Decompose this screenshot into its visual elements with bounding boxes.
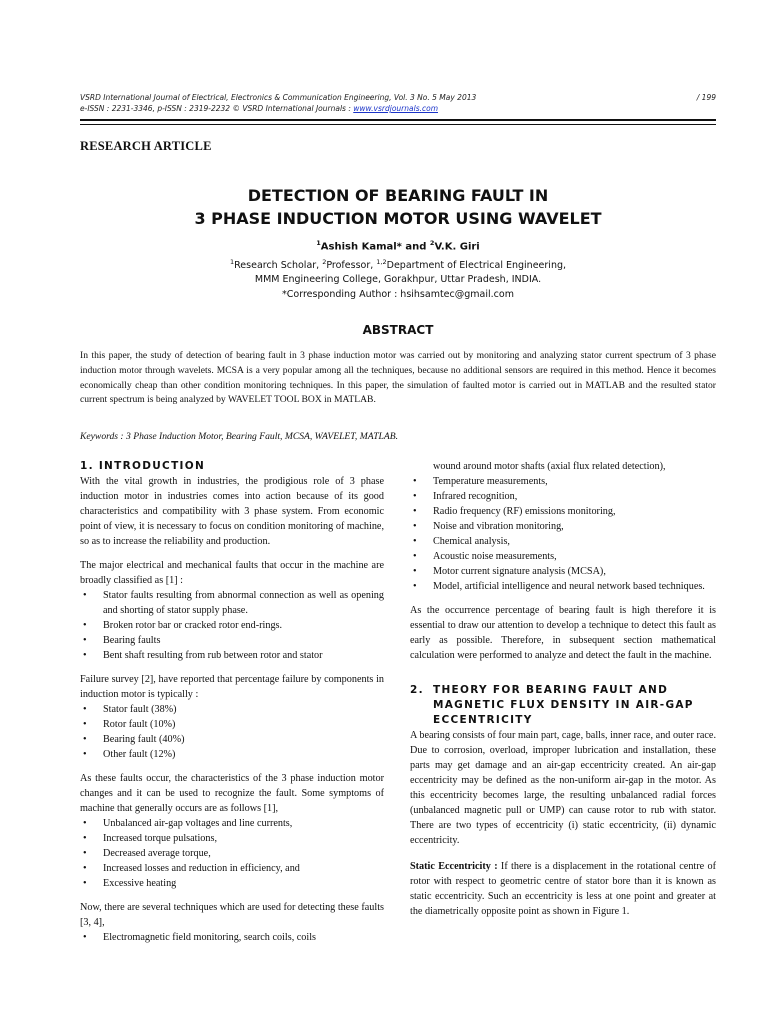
static-eccentricity-paragraph [410, 859, 716, 919]
list-item [410, 474, 716, 489]
survey-list [80, 702, 384, 762]
list-item-text: Chemical analysis, [433, 536, 510, 547]
bullet: • [83, 704, 87, 715]
author-1: Ashish Kamal* [320, 241, 402, 253]
paper-title-line-1: DETECTION OF BEARING FAULT IN [247, 186, 549, 205]
aff-sup-2: 2 [322, 257, 327, 266]
faults-list [80, 588, 384, 663]
list-item [410, 489, 716, 504]
bullet: • [83, 650, 87, 661]
section-number: 2. [410, 684, 424, 696]
intro-paragraph: With the vital growth in industries, the prodigious role of 3 phase induction motor in industries comes into action because of its good characteristics and compatibility with 3 phase system. From economic point of view, it is necessary to focus on condition monitoring of machine, so as to increase the reliability and production. [80, 476, 384, 547]
author-2-sup: 2 [429, 239, 435, 247]
list-item-text: Model, artificial intelligence and neural network based techniques. [433, 581, 705, 592]
list-item-text: Decreased average torque, [103, 848, 211, 859]
list-item [80, 831, 384, 846]
list-item-text: Excessive heating [103, 878, 177, 889]
journal-header [80, 92, 716, 114]
techniques-intro: Now, there are several techniques which are used for detecting these faults [3, 4], [80, 902, 384, 928]
list-item-text: Radio frequency (RF) emissions monitoring, [433, 506, 616, 517]
header-rule-thin [80, 124, 716, 125]
bullet: • [83, 932, 87, 943]
bullet: • [413, 491, 417, 502]
list-item [80, 732, 384, 747]
list-item [410, 564, 716, 579]
bullet: • [83, 818, 87, 829]
list-item-text: Motor current signature analysis (MCSA), [433, 566, 606, 577]
list-item-text: Unbalanced air-gap voltages and line currents, [103, 818, 293, 829]
list-item [80, 861, 384, 876]
list-item-text: Broken rotor bar or cracked rotor end-rings. [103, 620, 283, 631]
list-item [410, 549, 716, 564]
static-eccentricity-label: Static Eccentricity : [410, 861, 498, 872]
section-title: THEORY FOR BEARING FAULT AND MAGNETIC FLUX DENSITY IN AIR-GAP ECCENTRICITY [433, 684, 694, 726]
bullet: • [413, 581, 417, 592]
list-item [80, 930, 384, 945]
list-item-text: Rotor fault (10%) [103, 719, 176, 730]
bearing-paragraph: A bearing consists of four main part, cage, balls, inner race, and outer race. Due to corrosion, overload, improper lubrication and installation, these parts may get damage and an air-gap eccentricity created. An air-gap eccentricity may be defined as the non-uniform air-gap in the motor. As this eccentricity becomes large, the resulting unbalanced radial forces (unbalanced magnetic pull or UMP) can cause rotor to rub with stator. There are two types of eccentricity (i) static eccentricity, (ii) dynamic eccentricity. [410, 730, 716, 846]
symptoms-list [80, 816, 384, 891]
occurrence-paragraph: As the occurrence percentage of bearing fault is high therefore it is essential to draw our attention to develop a technique to detect this fault as early as possible. Therefore, in subsequent section mathematical calculation were performed to analyze and detect the fault in the machine. [410, 605, 716, 661]
list-item [80, 876, 384, 891]
aff-role-1: Research Scholar, [234, 259, 323, 271]
author-names [80, 236, 716, 255]
techniques-list-start [80, 930, 384, 945]
list-item [410, 534, 716, 549]
list-item-text: Stator faults resulting from abnormal connection as well as opening and shorting of stator supply phase. [103, 590, 384, 616]
list-item [410, 519, 716, 534]
college-line: MMM Engineering College, Gorakhpur, Uttar Pradesh, INDIA. [254, 274, 542, 286]
list-item-text: Noise and vibration monitoring, [433, 521, 564, 532]
bullet: • [83, 848, 87, 859]
list-item [80, 618, 384, 633]
list-item [80, 846, 384, 861]
author-2: V.K. Giri [434, 241, 480, 253]
article-type: RESEARCH ARTICLE [80, 139, 212, 153]
bullet: • [83, 863, 87, 874]
bullet: • [413, 566, 417, 577]
bullet: • [83, 719, 87, 730]
keywords: Keywords : 3 Phase Induction Motor, Bearing Fault, MCSA, WAVELET, MATLAB. [80, 431, 398, 442]
author-1-sup: 1 [316, 239, 321, 247]
list-item [80, 747, 384, 762]
journal-url-link[interactable]: www.vsrdjournals.com [353, 104, 438, 113]
list-item-text: Temperature measurements, [433, 476, 548, 487]
static-eccentricity-text: If there is a displacement in the rotational centre of rotor with respect to geometric centre of stator bore than it is known as static eccentricity. Such an eccentricity is less at one point and greater at the diametrically opposite point as shown in Figure 1. [410, 861, 716, 917]
bullet: • [413, 551, 417, 562]
list-item [80, 702, 384, 717]
issn-line [80, 103, 716, 114]
issn-text: e-ISSN : 2231-3346, p-ISSN : 2319-2232 © VSRD International Journals : [80, 104, 354, 113]
list-item-text: Stator fault (38%) [103, 704, 177, 715]
aff-sup-3: 1,2 [376, 257, 387, 266]
list-item-text: Increased losses and reduction in efficiency, and [103, 863, 300, 874]
list-item [410, 504, 716, 519]
list-item [80, 816, 384, 831]
abstract-heading: ABSTRACT [362, 323, 434, 337]
bullet: • [83, 833, 87, 844]
list-item-text: Bearing faults [103, 635, 161, 646]
bullet: • [83, 635, 87, 646]
faults-intro: The major electrical and mechanical faults that occur in the machine are broadly classified as [1] : [80, 560, 384, 586]
list-item [80, 588, 384, 618]
bullet: • [413, 506, 417, 517]
list-item [410, 579, 716, 594]
survey-intro: Failure survey [2], have reported that percentage failure by components in induction motor is typically : [80, 674, 384, 700]
list-item-text: Bent shaft resulting from rub between rotor and stator [103, 650, 323, 661]
aff-sup-1: 1 [229, 257, 235, 266]
section-heading-introduction: 1. INTRODUCTION [80, 460, 206, 472]
author-and: and [401, 241, 430, 253]
list-item-text: Acoustic noise measurements, [433, 551, 557, 562]
corresponding-author: *Corresponding Author : hsihsamtec@gmail.com [282, 288, 514, 300]
list-item-text: Infrared recognition, [433, 491, 518, 502]
bullet: • [83, 878, 87, 889]
bullet: • [83, 590, 87, 601]
list-item [80, 648, 384, 663]
header-rule-thick [80, 119, 716, 121]
bullet: • [83, 620, 87, 631]
list-item-text: Electromagnetic field monitoring, search coils, coils [103, 932, 317, 943]
left-column [80, 459, 384, 945]
bullet: • [83, 749, 87, 760]
journal-citation: VSRD International Journal of Electrical, Electronics & Communication Engineering, Vol. 3 No. 5 May 2013 [80, 93, 477, 102]
list-item [80, 717, 384, 732]
symptoms-intro: As these faults occur, the characteristics of the 3 phase induction motor changes and it can be used to recognize the fault. Some symptoms of machine that generally occurs are as follows [1], [80, 773, 384, 814]
bullet: • [413, 476, 417, 487]
list-item [80, 633, 384, 648]
abstract-text: In this paper, the study of detection of bearing fault in 3 phase induction motor was carried out by monitoring and analyzing stator current spectrum of 3 phase induction motor through wavelets. MCSA is a very popular among all the techniques, because no additional sensors are required in this method. Hence it becomes economically cheap than other condition monitoring techniques. In this paper, the simulation of faulted motor is carried out in MATLAB and the resulted stator current spectrum is being analyzed by WAVELET TOOL BOX in MATLAB. [80, 350, 716, 406]
right-column [410, 459, 716, 919]
list-item-text: Other fault (12%) [103, 749, 176, 760]
bullet: • [413, 521, 417, 532]
bullet: • [83, 734, 87, 745]
techniques-list [410, 474, 716, 594]
aff-role-2: Professor, [326, 259, 377, 271]
list-item-text: Increased torque pulsations, [103, 833, 218, 844]
list-item-text: Bearing fault (40%) [103, 734, 185, 745]
page-number: / 199 [696, 93, 716, 102]
bullet: • [413, 536, 417, 547]
aff-department: Department of Electrical Engineering, [386, 259, 567, 271]
author-block [80, 236, 716, 302]
affiliation-line [80, 255, 716, 274]
section-heading-theory [410, 683, 716, 728]
paper-title-line-2: 3 PHASE INDUCTION MOTOR USING WAVELET [194, 209, 602, 228]
list-item-continuation: wound around motor shafts (axial flux related detection), [433, 461, 666, 472]
